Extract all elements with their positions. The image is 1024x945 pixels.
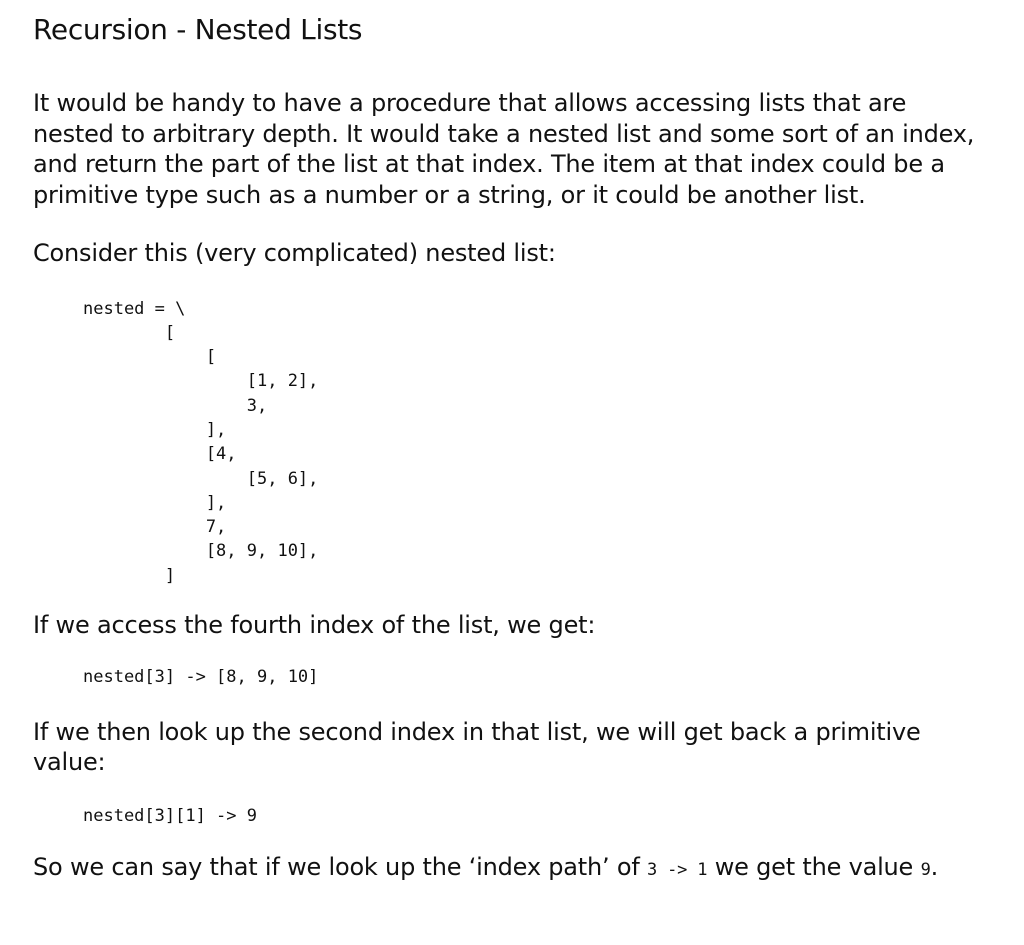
nested-list-code-block: nested = \ [ [ [1, 2], 3, ], [4, [5, 6], ], 7, [8, 9, 10], ] bbox=[83, 298, 319, 586]
consider-paragraph: Consider this (very complicated) nested list: bbox=[33, 239, 556, 267]
access-example-code-1: nested[3] -> [8, 9, 10] bbox=[83, 666, 319, 687]
index-path-paragraph bbox=[33, 852, 993, 886]
index-path-inline-code: 3 -> 1 bbox=[647, 860, 708, 881]
fourth-index-paragraph: If we access the fourth index of the list, we get: bbox=[33, 611, 596, 640]
index-path-text-middle: we get the value bbox=[707, 853, 921, 882]
access-example-code-2: nested[3][1] -> 9 bbox=[83, 805, 257, 826]
second-index-paragraph: If we then look up the second index in that list, we will get back a primitive value: bbox=[33, 717, 921, 777]
intro-paragraph: It would be handy to have a procedure that allows accessing lists that are nested to arbitrary depth. It would take a nested list and some sort of an index, and return the part of the list at that index. The item at that index could be a primitive type such as a number or a string, or it could be another list. bbox=[33, 89, 975, 209]
index-path-text-end: . bbox=[930, 853, 939, 882]
page-title: Recursion - Nested Lists bbox=[33, 13, 363, 46]
value-inline-code: 9 bbox=[920, 860, 931, 881]
index-path-text-start: So we can say that if we look up the ‘index path’ of bbox=[33, 853, 648, 882]
